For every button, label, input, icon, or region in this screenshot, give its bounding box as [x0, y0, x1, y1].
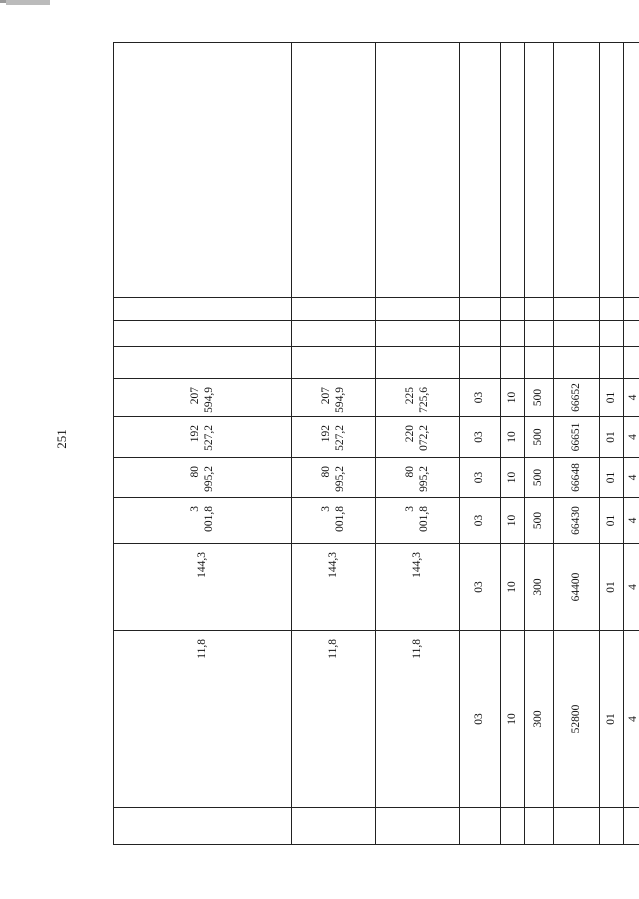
column-v2 [292, 43, 376, 845]
c4-row-6: 66652 [554, 379, 600, 417]
column-code-4 [554, 43, 600, 845]
c7-row-4: 03 [460, 458, 501, 498]
c5-row-4: 500 [525, 458, 554, 498]
c5-row-3: 500 [525, 498, 554, 544]
c7-row-6: 03 [460, 379, 501, 417]
c6-row-1: 10 [501, 631, 525, 808]
c7-row-2: 03 [460, 544, 501, 631]
scan-artifact-bar [6, 0, 50, 5]
budget-table [113, 42, 639, 845]
v2-row-3: 3 001,8 [292, 498, 376, 544]
c4-row-1: 52800 [554, 631, 600, 808]
c7-row-0 [460, 808, 501, 845]
c4-row-2: 64400 [554, 544, 600, 631]
v3-row-0 [114, 808, 292, 845]
c5-row-0 [525, 808, 554, 845]
v2-row-6: 207 594,9 [292, 379, 376, 417]
c4-row-3: 66430 [554, 498, 600, 544]
column-code-2 [624, 43, 639, 845]
v3-row-3: 3 001,8 [114, 498, 292, 544]
column-code-3 [600, 43, 624, 845]
c6-row-0 [501, 808, 525, 845]
v1-row-6: 225 725,6 [376, 379, 460, 417]
c6-row-4: 10 [501, 458, 525, 498]
v3-row-6: 207 594,9 [114, 379, 292, 417]
v1-row-1: 11,8 [376, 631, 460, 808]
c3-row-0 [600, 808, 624, 845]
c7-row-5: 03 [460, 417, 501, 458]
c2-row-0 [624, 808, 639, 845]
c5-row-5: 500 [525, 417, 554, 458]
c2-row-5: 4 [624, 417, 639, 458]
v3-row-4: 80 995,2 [114, 458, 292, 498]
c2-row-4: 4 [624, 458, 639, 498]
c2-row-6: 4 [624, 379, 639, 417]
c6-row-2: 10 [501, 544, 525, 631]
c5-row-6: 500 [525, 379, 554, 417]
column-v1 [376, 43, 460, 845]
rotated-budget-table [113, 43, 639, 845]
v1-row-3: 3 001,8 [376, 498, 460, 544]
column-code-6 [501, 43, 525, 845]
v2-row-0 [292, 808, 376, 845]
c3-row-3: 01 [600, 498, 624, 544]
c4-row-0 [554, 808, 600, 845]
v1-row-2: 144,3 [376, 544, 460, 631]
page-number: 251 [54, 429, 69, 449]
c3-row-2: 01 [600, 544, 624, 631]
v3-row-1: 11,8 [114, 631, 292, 808]
c5-row-2: 300 [525, 544, 554, 631]
column-code-7 [460, 43, 501, 845]
c3-row-4: 01 [600, 458, 624, 498]
c4-row-5: 66651 [554, 417, 600, 458]
column-v3 [114, 43, 292, 845]
c6-row-6: 10 [501, 379, 525, 417]
v1-row-4: 80 995,2 [376, 458, 460, 498]
c3-row-5: 01 [600, 417, 624, 458]
v3-row-5: 192 527,2 [114, 417, 292, 458]
c2-row-2: 4 [624, 544, 639, 631]
column-code-5 [525, 43, 554, 845]
c4-row-4: 66648 [554, 458, 600, 498]
v3-row-2: 144,3 [114, 544, 292, 631]
v2-row-1: 11,8 [292, 631, 376, 808]
c6-row-5: 10 [501, 417, 525, 458]
c3-row-6: 01 [600, 379, 624, 417]
c5-row-1: 300 [525, 631, 554, 808]
v2-row-2: 144,3 [292, 544, 376, 631]
v1-row-0 [376, 808, 460, 845]
c7-row-3: 03 [460, 498, 501, 544]
c2-row-1: 4 [624, 631, 639, 808]
c6-row-3: 10 [501, 498, 525, 544]
c2-row-3: 4 [624, 498, 639, 544]
c3-row-1: 01 [600, 631, 624, 808]
v2-row-5: 192 527,2 [292, 417, 376, 458]
v1-row-5: 220 072,2 [376, 417, 460, 458]
c7-row-1: 03 [460, 631, 501, 808]
v2-row-4: 80 995,2 [292, 458, 376, 498]
